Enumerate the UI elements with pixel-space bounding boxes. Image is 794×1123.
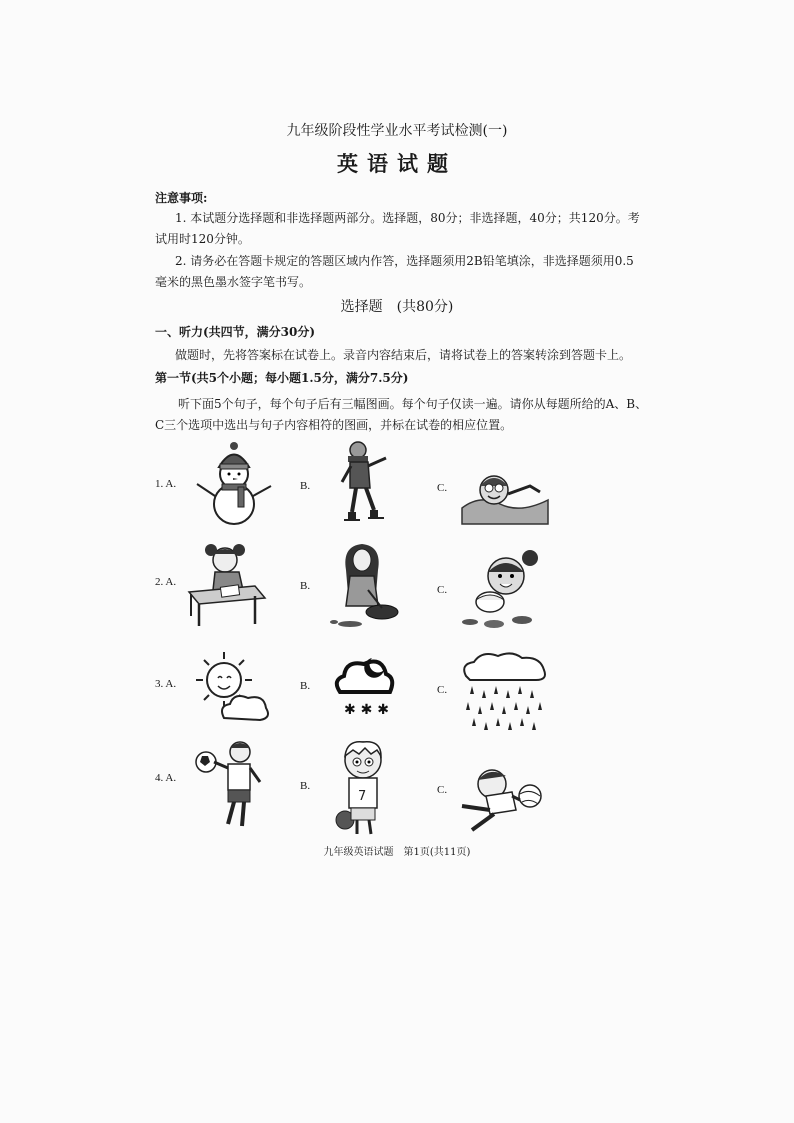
boy-volleyball-image: [456, 766, 546, 836]
q4-b-label: B.: [300, 780, 311, 792]
q2-b-label: B.: [300, 580, 311, 592]
sub1-instruction-line1: 听下面5个句子，每个句子后有三幅图画。每个句子仅读一遍。请你从每题所给的A、B、: [178, 397, 648, 411]
notice-item1-line1: 1. 本试题分选择题和非选择题两部分。选择题，80分；非选择题，40分；共120分。考: [175, 211, 640, 225]
page-footer: 九年级英语试题 第1页(共11页): [323, 847, 471, 858]
exam-subtitle: 九年级阶段性学业水平考试检测(一): [286, 123, 508, 139]
q4-a-label: 4. A.: [155, 772, 177, 784]
girl-writing-image: [185, 540, 269, 630]
q1-c-label: C.: [437, 482, 448, 494]
q1-a-label: 1. A.: [155, 478, 177, 490]
part1-instruction: 做题时，先将答案标在试卷上。录音内容结束后，请将试卷上的答案转涂到答题卡上。: [175, 348, 632, 362]
q3-b-label: B.: [300, 680, 311, 692]
svg-text:7: 7: [358, 789, 367, 804]
q2-a-label: 2. A.: [155, 576, 177, 588]
notice-item2-line1: 2. 请务必在答题卡规定的答题区域内作答，选择题须用2B铅笔填涂，非选择题须用0.5: [175, 254, 634, 268]
exam-title: 英语试题: [337, 151, 457, 176]
woman-cooking-image: [330, 540, 400, 630]
notice-item1-line2: 试用时120分钟。: [155, 232, 250, 246]
notice-heading: 注意事项:: [155, 191, 208, 205]
sub1-heading: 第一节(共5个小题；每小题1.5分，满分7.5分): [155, 371, 409, 385]
heavy-rain-image: [460, 650, 548, 732]
notice-item2-line2: 毫米的黑色墨水签字笔书写。: [155, 275, 312, 289]
sun-cloud-image: [190, 648, 272, 724]
svg-text:✱ ✱ ✱: ✱ ✱ ✱: [344, 702, 389, 718]
sub1-instruction-line2: C三个选项中选出与句子内容相符的图画，并标在试卷的相应位置。: [155, 418, 513, 432]
section-title: 选择题 (共80分): [340, 299, 454, 315]
q3-a-label: 3. A.: [155, 678, 177, 690]
girl-eating-image: [460, 546, 542, 632]
q4-c-label: C.: [437, 784, 448, 796]
q1-b-label: B.: [300, 480, 311, 492]
part1-heading: 一、听力(共四节，满分30分): [155, 325, 316, 339]
boy-football-image: [194, 738, 264, 830]
snowman-image: [193, 440, 275, 528]
q2-c-label: C.: [437, 584, 448, 596]
ice-skater-image: [338, 440, 396, 528]
snow-night-image: [332, 648, 396, 720]
swimmer-image: [460, 464, 550, 528]
boy-basketball-image: [333, 738, 397, 836]
q3-c-label: C.: [437, 684, 448, 696]
